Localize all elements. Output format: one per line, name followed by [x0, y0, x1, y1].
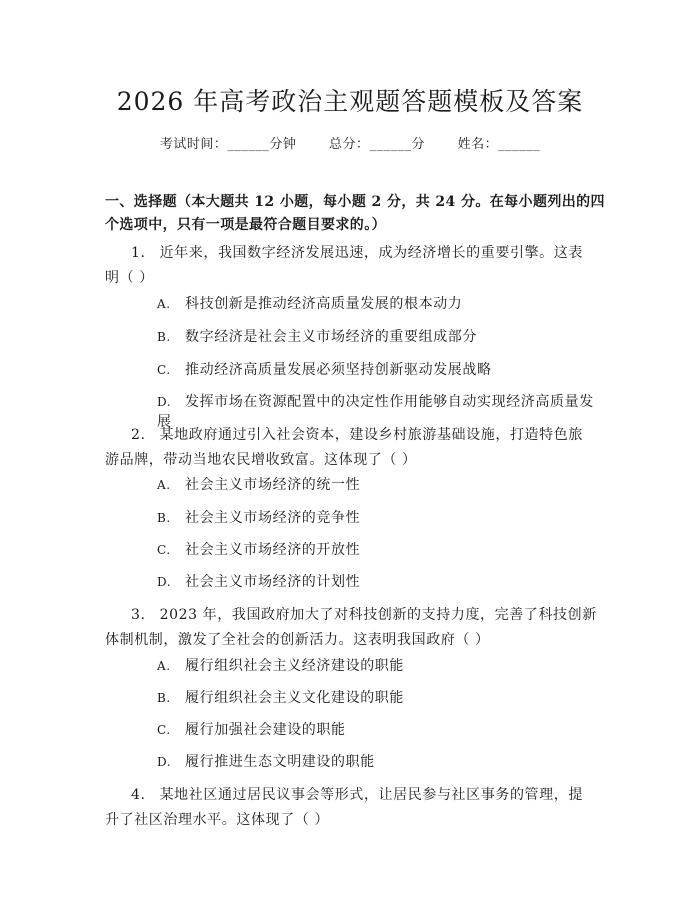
option-1c [157, 360, 597, 380]
option-3a [157, 656, 597, 676]
option-text: 履行推进生态文明建设的职能 [185, 754, 375, 770]
option-text: 科技创新是推动经济高质量发展的根本动力 [185, 296, 463, 312]
exam-name: 姓名：______ [457, 137, 541, 152]
exam-score: 总分：______分 [328, 137, 425, 152]
exam-meta [0, 133, 700, 152]
page-title: 2026 年高考政治主观题答题模板及答案 [116, 87, 584, 116]
option-letter: C. [157, 723, 171, 737]
question-stem: 近年来，我国数字经济发展迅速，成为经济增长的重要引擎。这表明（ ） [105, 245, 583, 286]
question-number: 2. [131, 427, 146, 443]
question-stem: 某地政府通过引入社会资本，建设乡村旅游基础设施，打造特色旅游品牌，带动当地农民增收致富。这体现了（ ） [105, 427, 583, 468]
option-letter: B. [157, 330, 171, 344]
option-letter: D. [157, 755, 172, 769]
option-letter: B. [157, 511, 171, 525]
option-letter: C. [157, 363, 171, 377]
question-1 [105, 241, 597, 291]
option-letter: A. [157, 659, 171, 673]
question-stem: 某地社区通过居民议事会等形式，让居民参与社区事务的管理，提升了社区治理水平。这体现了（ ） [105, 787, 583, 828]
option-2d [157, 572, 597, 592]
option-letter: A. [157, 478, 171, 492]
option-text: 社会主义市场经济的计划性 [185, 574, 361, 590]
option-2a [157, 475, 597, 495]
question-number: 4. [131, 787, 146, 803]
option-letter: C. [157, 543, 171, 557]
option-3b [157, 688, 597, 708]
option-text: 社会主义市场经济的统一性 [185, 477, 361, 493]
option-text: 发挥市场在资源配置中的决定性作用能够自动实现经济高质量发展 [157, 394, 594, 430]
option-text: 履行组织社会主义文化建设的职能 [185, 690, 404, 706]
question-number: 3. [131, 607, 146, 623]
option-2c [157, 540, 597, 560]
option-letter: D. [157, 575, 172, 589]
question-4 [105, 783, 597, 833]
option-letter: A. [157, 297, 171, 311]
option-1b [157, 327, 597, 347]
question-2 [105, 423, 597, 473]
option-text: 推动经济高质量发展必须坚持创新驱动发展战略 [185, 362, 492, 378]
option-text: 履行加强社会建设的职能 [185, 722, 346, 738]
question-3 [105, 603, 597, 653]
option-text: 数字经济是社会主义市场经济的重要组成部分 [185, 329, 477, 345]
option-text: 社会主义市场经济的竞争性 [185, 510, 361, 526]
option-letter: B. [157, 691, 171, 705]
option-2b [157, 508, 597, 528]
option-1a [157, 294, 597, 314]
section-heading: 一、选择题（本大题共 12 小题，每小题 2 分，共 24 分。在每小题列出的四个选项中，只有一项是最符合题目要求的。） [105, 194, 605, 233]
question-stem: 2023 年，我国政府加大了对科技创新的支持力度，完善了科技创新体制机制，激发了全社会的创新活力。这表明我国政府（ ） [105, 607, 597, 648]
exam-time: 考试时间：______分钟 [159, 137, 297, 152]
option-3c [157, 720, 597, 740]
option-3d [157, 752, 597, 772]
question-number: 1. [131, 245, 146, 261]
option-text: 履行组织社会主义经济建设的职能 [185, 658, 404, 674]
option-text: 社会主义市场经济的开放性 [185, 542, 361, 558]
option-letter: D. [157, 395, 172, 409]
